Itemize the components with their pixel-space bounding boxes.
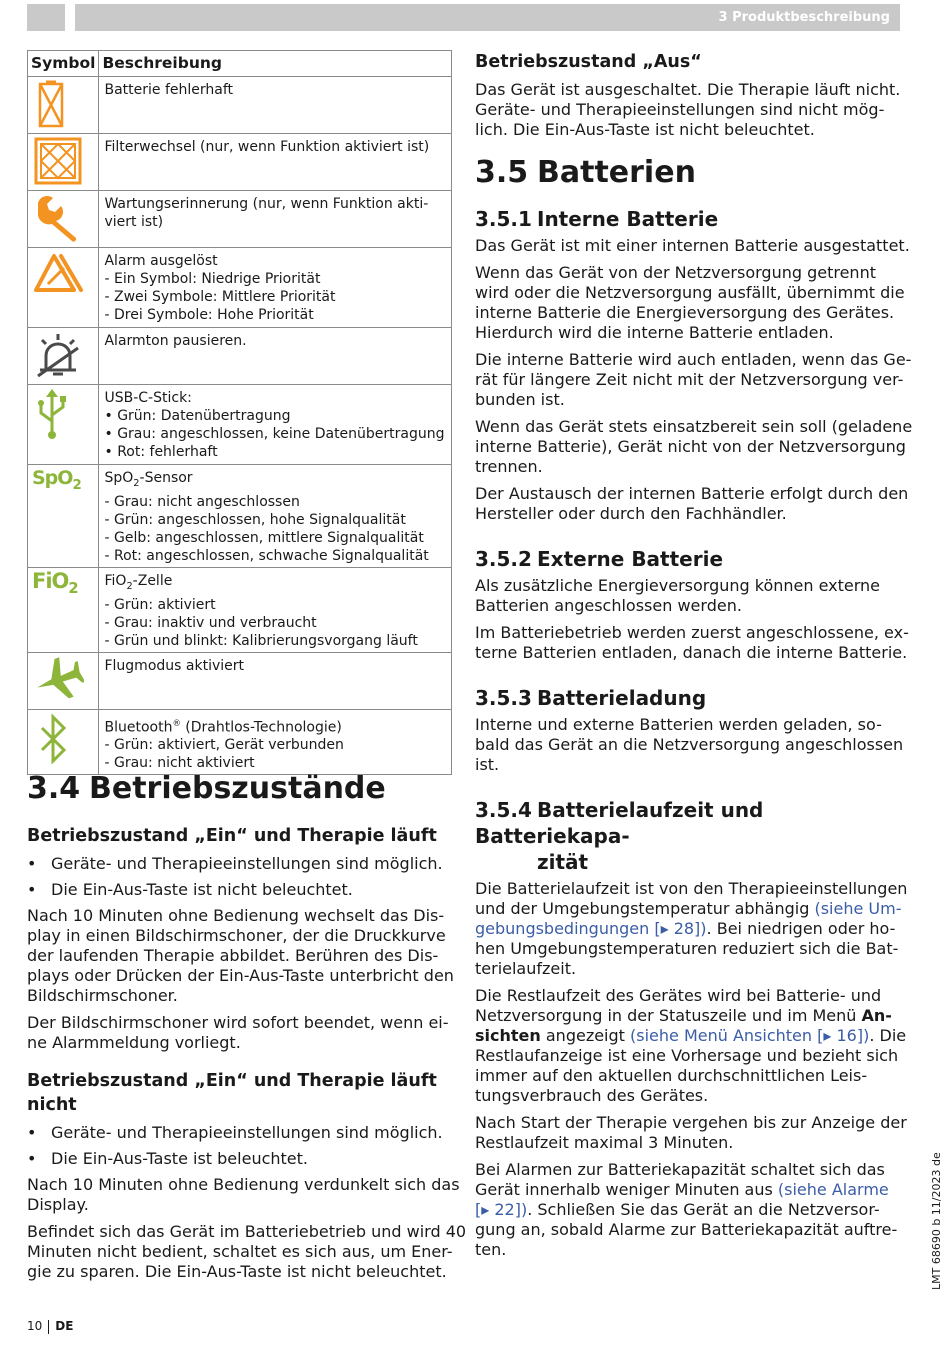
text-line: Restlaufzeit maximal 3 Minuten.: [475, 1133, 734, 1152]
usb-icon: [32, 387, 84, 443]
document-code: LMT 68690 b 11/2023 de: [930, 1152, 943, 1290]
section-title-continued: zität: [537, 850, 589, 874]
section-number: 3.5.3: [475, 686, 532, 710]
fio2-icon: FiO$_2$: [32, 568, 78, 597]
header-left-bar: [27, 4, 65, 31]
text-line: bald das Gerät an die Netzversorgung angeschlossen: [475, 735, 904, 754]
list-item: • Geräte- und Therapieeinstellungen sind möglich.: [27, 854, 452, 874]
section-heading-3-4: [27, 770, 452, 808]
text-line: gie zu sparen. Die Ein-Aus-Taste ist nicht beleuchtet.: [27, 1262, 447, 1281]
text-line: [475, 1006, 900, 1026]
text-line: Das Gerät ist ausgeschaltet. Die Therapie läuft nicht.: [475, 80, 901, 99]
link-menu-views[interactable]: (siehe Menü Ansichten [▸ 16]): [630, 1026, 870, 1045]
language-code: DE: [55, 1319, 74, 1333]
row-description: Flugmodus aktiviert: [104, 657, 244, 674]
row-description: - Gelb: angeschlossen, mittlere Signalqualität: [104, 529, 424, 546]
list-item: • Geräte- und Therapieeinstellungen sind möglich.: [27, 1123, 452, 1143]
text-line: Befindet sich das Gerät im Batteriebetrieb und wird 40: [27, 1222, 467, 1241]
table-header-row: [28, 51, 452, 77]
link-alarms-page[interactable]: [▸ 22]): [475, 1200, 528, 1219]
left-column: [27, 770, 467, 1289]
text-line: hen Umgebungstemperaturen reduziert sich die Bat-: [475, 939, 899, 958]
text-line: Die interne Batterie wird auch entladen, wenn das Ge-: [475, 350, 912, 369]
row-description: - Grau: nicht angeschlossen: [104, 493, 300, 510]
text-line: lich. Die Ein-Aus-Taste ist nicht beleuchtet.: [475, 120, 815, 139]
paragraph: [27, 1222, 467, 1282]
row-description: viert ist): [104, 214, 164, 230]
text-line: ist.: [475, 755, 500, 774]
symbol-table: [27, 50, 452, 775]
table-row: [28, 567, 452, 652]
text-line: Die Restlaufzeit des Gerätes wird bei Batterie- und: [475, 986, 882, 1005]
section-title: Batterien: [537, 155, 696, 190]
text-span: angezeigt: [540, 1026, 631, 1045]
text-line: [475, 919, 900, 939]
text-span: . Die: [869, 1026, 907, 1045]
row-description: Alarm ausgelöst: [104, 253, 218, 269]
header-section-bar: [75, 4, 900, 31]
wrench-icon: [32, 193, 84, 243]
text-line: der laufenden Therapie abbildet. Berühren des Dis-: [27, 946, 439, 965]
subheading-3-5-3: [475, 685, 900, 711]
paragraph: [475, 80, 900, 140]
text-span: Gerät innerhalb weniger Minuten aus: [475, 1180, 778, 1199]
text-line: [475, 1200, 900, 1220]
table-row: [28, 191, 452, 248]
text-line: Als zusätzliche Energieversorgung können externe: [475, 576, 881, 595]
row-description: - Grün: aktiviert, Gerät verbunden: [104, 737, 344, 754]
description-column-header: Beschreibung: [99, 51, 452, 77]
text-line: Nach Start der Therapie vergehen bis zur Anzeige der: [475, 1113, 907, 1132]
text-line: Nach 10 Minuten ohne Bedienung wechselt das Dis-: [27, 906, 445, 925]
section-title: Interne Batterie: [537, 207, 719, 231]
text-line: tungsverbrauch des Gerätes.: [475, 1086, 709, 1105]
link-ambient-conditions-page[interactable]: gebungsbedingungen [▸ 28]): [475, 919, 707, 938]
symbol-column-header: Symbol: [28, 51, 99, 77]
list-item: • Die Ein-Aus-Taste ist nicht beleuchtet.: [27, 880, 452, 900]
footer-divider: [48, 1320, 49, 1334]
text-line: Geräte- und Therapieeinstellungen sind nicht mög-: [475, 100, 885, 119]
text-line: Der Bildschirmschoner wird sofort beendet, wenn ei-: [27, 1013, 449, 1032]
spo2-icon: SpO$_2$: [32, 467, 81, 493]
battery-faulty-icon: [32, 79, 76, 129]
text-line: [475, 1180, 900, 1200]
text-line: interne Batterie die Energieversorgung des Gerätes.: [475, 303, 895, 322]
row-description: • Rot: fehlerhaft: [104, 444, 218, 460]
row-description: • Grau: angeschlossen, keine Datenübertragung: [104, 426, 445, 442]
row-description: - Grün: angeschlossen, hohe Signalqualität: [104, 511, 406, 528]
text-line: trennen.: [475, 457, 543, 476]
paragraph: [475, 236, 910, 256]
text-line: Restlaufanzeige ist eine Vorhersage und bezieht sich: [475, 1046, 899, 1065]
paragraph: [475, 986, 907, 1106]
subheading-3-5-2: [475, 546, 900, 572]
section-title: Externe Batterie: [537, 547, 724, 571]
text-span: . Bei niedrigen oder ho-: [706, 919, 896, 938]
table-row: [28, 77, 452, 134]
row-description: • Grün: Datenübertragung: [104, 408, 291, 424]
table-row: [28, 385, 452, 465]
row-description: - Drei Symbole: Hohe Priorität: [104, 307, 314, 323]
text-line: Batterien angeschlossen werden.: [475, 596, 742, 615]
text-line: Das Gerät ist mit einer internen Batterie ausgestattet.: [475, 236, 910, 255]
section-number: 3.5.4: [475, 798, 532, 822]
alarm-bell-muted-icon: [32, 330, 84, 380]
paragraph: [27, 1013, 452, 1053]
row-description: - Rot: angeschlossen, schwache Signalqualität: [104, 547, 429, 564]
table-row: [28, 328, 452, 385]
filter-change-icon: [32, 136, 84, 186]
text-line: terne Batterien entladen, danach die interne Batterie.: [475, 643, 908, 662]
text-line: [475, 899, 900, 919]
text-line: Minuten nicht bedient, schaltet es sich aus, um Ener-: [27, 1242, 453, 1261]
paragraph: [475, 715, 904, 775]
bold-menu-name: sichten: [475, 1026, 541, 1045]
subheading-3-5-4: [475, 797, 900, 875]
text-line: Nach 10 Minuten ohne Bedienung verdunkelt sich das: [27, 1175, 460, 1194]
text-line: ne Alarmmeldung vorliegt.: [27, 1033, 241, 1052]
table-row: [28, 248, 452, 328]
header-section-title: 3 Produktbeschreibung: [718, 10, 890, 25]
text-span: und der Umgebungstemperatur abhängig: [475, 899, 815, 918]
text-line: Interne und externe Batterien werden geladen, so-: [475, 715, 882, 734]
text-line: bunden ist.: [475, 390, 565, 409]
row-description: - Grau: inaktiv und verbraucht: [104, 614, 317, 631]
paragraph: [27, 1175, 460, 1215]
subheading-off-state: Betriebszustand „Aus“: [475, 52, 702, 72]
text-span: Netzversorgung in der Statuszeile und im Menü: [475, 1006, 862, 1025]
paragraph: [475, 576, 900, 616]
text-line: Hersteller oder durch den Fachhändler.: [475, 504, 787, 523]
link-alarms[interactable]: (siehe Alarme: [777, 1180, 889, 1199]
text-line: wird oder die Netzversorgung ausfällt, übernimmt die: [475, 283, 905, 302]
subheading-3-5-1: [475, 206, 900, 232]
text-line: Der Austausch der internen Batterie erfolgt durch den: [475, 484, 909, 503]
text-line: [475, 1026, 907, 1046]
airplane-icon: [32, 655, 84, 705]
row-description: Alarmton pausieren.: [104, 333, 247, 349]
subheading-on-therapy-not-running: Betriebszustand „Ein“ und Therapie läuft nicht: [27, 1071, 437, 1115]
text-line: Display.: [27, 1195, 89, 1214]
row-description: - Zwei Symbole: Mittlere Priorität: [104, 289, 336, 305]
section-number: 3.4: [27, 771, 81, 806]
row-description: FiO$_2$-Zelle: [104, 572, 173, 592]
section-heading-3-5: [475, 154, 900, 192]
row-description: SpO$_2$-Sensor: [104, 470, 193, 489]
text-line: play in einen Bildschirmschoner, der die Druckkurve: [27, 926, 446, 945]
text-line: Im Batteriebetrieb werden zuerst angeschlossene, ex-: [475, 623, 909, 642]
section-number: 3.5: [475, 155, 529, 190]
list-item: • Die Ein-Aus-Taste ist beleuchtet.: [27, 1149, 452, 1169]
paragraph: [475, 350, 912, 410]
text-line: Wenn das Gerät von der Netzversorgung getrennt: [475, 263, 876, 282]
text-line: Die Batterielaufzeit ist von den Therapieeinstellungen: [475, 879, 908, 898]
text-line: Bei Alarmen zur Batteriekapazität schaltet sich das: [475, 1160, 885, 1179]
paragraph: [27, 906, 452, 1006]
table-row: [28, 652, 452, 709]
section-title: Betriebszustände: [89, 771, 386, 806]
section-number: 3.5.1: [475, 207, 532, 231]
text-line: Wenn das Gerät stets einsatzbereit sein soll (geladene: [475, 417, 913, 436]
row-description: Batterie fehlerhaft: [104, 82, 234, 98]
text-line: rät für längere Zeit nicht mit der Netzversorgung ver-: [475, 370, 904, 389]
text-line: interne Batterie), Gerät nicht von der Netzversorgung: [475, 437, 906, 456]
paragraph: [475, 1160, 900, 1260]
page-footer: [27, 1319, 73, 1334]
text-line: Bildschirmschoner.: [27, 986, 178, 1005]
text-line: ten.: [475, 1240, 507, 1259]
row-description: - Grau: nicht aktiviert: [104, 755, 255, 772]
text-line: immer auf den aktuellen durchschnittlichen Leis-: [475, 1066, 868, 1085]
row-description: - Grün und blinkt: Kalibrierungsvorgang läuft: [104, 632, 418, 649]
text-line: gung an, sobald Alarme zur Batteriekapazität auftre-: [475, 1220, 898, 1239]
subheading-on-therapy-running: Betriebszustand „Ein“ und Therapie läuft: [27, 826, 437, 846]
section-title: Batterielaufzeit und Batteriekapa-: [475, 798, 764, 848]
alarm-triangle-icon: [32, 250, 84, 300]
paragraph: [475, 484, 909, 524]
paragraph: [475, 879, 908, 979]
section-title: Batterieladung: [537, 686, 707, 710]
row-description: - Grün: aktiviert: [104, 596, 216, 613]
text-line: plays oder Drücken der Ein-Aus-Taste unterbricht den: [27, 966, 454, 985]
section-number: 3.5.2: [475, 547, 532, 571]
table-row: [28, 709, 452, 775]
text-span: . Schließen Sie das Gerät an die Netzversor-: [527, 1200, 880, 1219]
right-column: [475, 50, 913, 1267]
table-row: [28, 134, 452, 191]
paragraph: [475, 417, 913, 477]
row-description: Bluetooth® (Drahtlos-Technologie): [104, 717, 342, 736]
bold-menu-name: An-: [861, 1006, 892, 1025]
paragraph: [475, 263, 905, 343]
row-description: - Ein Symbol: Niedrige Priorität: [104, 271, 321, 287]
row-description: Filterwechsel (nur, wenn Funktion aktiviert ist): [104, 139, 430, 155]
link-ambient-conditions[interactable]: (siehe Um-: [814, 899, 902, 918]
text-line: terielaufzeit.: [475, 959, 577, 978]
row-description: USB-C-Stick:: [104, 390, 192, 406]
page-number: 10: [27, 1319, 43, 1333]
paragraph: [475, 623, 909, 663]
table-row: [28, 465, 452, 568]
row-description: Wartungserinnerung (nur, wenn Funktion akti-: [104, 196, 429, 212]
paragraph: [475, 1113, 907, 1153]
text-line: Hierdurch wird die interne Batterie entladen.: [475, 323, 834, 342]
bluetooth-icon: [32, 712, 84, 768]
